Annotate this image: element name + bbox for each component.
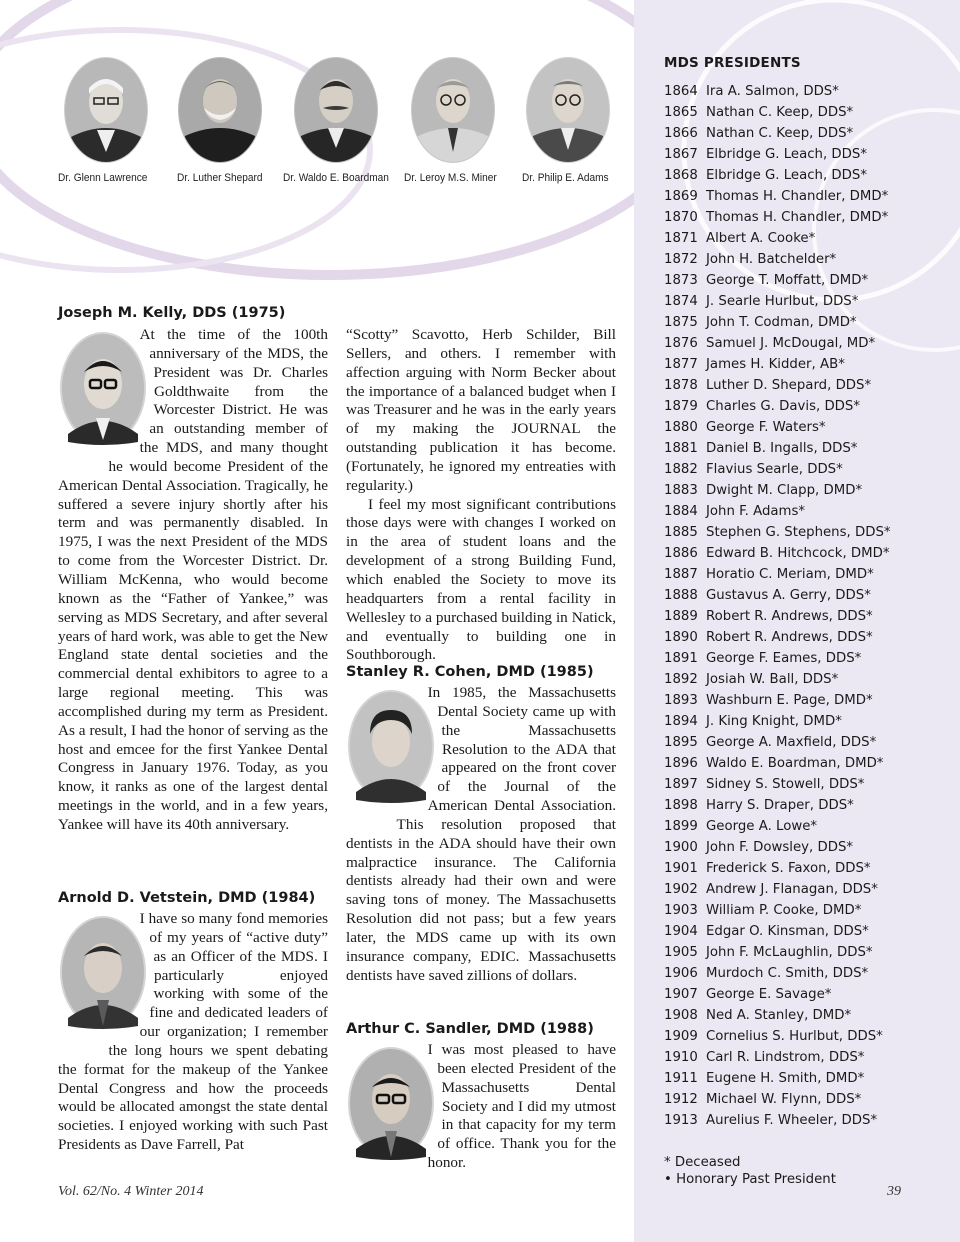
president-year: 1892 [664,672,698,687]
president-year: 1879 [664,399,698,414]
president-year: 1880 [664,420,698,435]
portrait-stanley-cohen [346,684,436,816]
president-year: 1872 [664,252,698,267]
photo-caption: Dr. Luther Shepard [177,172,263,184]
president-name: Ned A. Stanley, DMD* [706,1008,852,1023]
president-name: Dwight M. Clapp, DMD* [706,483,863,498]
president-year: 1867 [664,147,698,162]
portrait-philip-adams [525,56,611,164]
note-honorary: • Honorary Past President [664,1172,836,1187]
president-row [664,690,891,711]
president-year: 1884 [664,504,698,519]
president-year: 1913 [664,1113,698,1128]
president-row [664,1047,891,1068]
portrait-waldo-boardman [293,56,379,164]
president-year: 1894 [664,714,698,729]
president-name: Nathan C. Keep, DDS* [706,126,854,141]
president-name: Michael W. Flynn, DDS* [706,1092,862,1107]
president-row [664,1005,891,1026]
president-row [664,123,891,144]
president-row [664,102,891,123]
president-row [664,879,891,900]
president-row [664,732,891,753]
president-year: 1907 [664,987,698,1002]
president-year: 1890 [664,630,698,645]
president-row [664,375,891,396]
president-row [664,81,891,102]
president-year: 1899 [664,819,698,834]
president-name: Ira A. Salmon, DDS* [706,84,839,99]
photo-caption: Dr. Philip E. Adams [522,172,609,184]
president-row [664,963,891,984]
section-title-cohen: Stanley R. Cohen, DMD (1985) [346,664,594,680]
article-vetstein-text: I have so many fond memories of my years of “active duty” as an Officer of the MDS. I particularly enjoyed working with some of the fine and dedicated leaders of our organization; I remember the long hours we spent debating the format for the makeup of the Yankee Dental Congress and how the proceeds would be allocated amongst the state dental societies. I enjoyed working with such Past Presidents as Dave Farrell, Pat [58,910,328,1154]
president-name: Harry S. Draper, DDS* [706,798,854,813]
president-row [664,900,891,921]
president-row [664,291,891,312]
president-year: 1900 [664,840,698,855]
president-name: Edward B. Hitchcock, DMD* [706,546,890,561]
president-year: 1871 [664,231,698,246]
president-name: John H. Batchelder* [706,252,837,267]
president-name: Daniel B. Ingalls, DDS* [706,441,858,456]
portrait-arthur-sandler [346,1041,436,1173]
president-name: Thomas H. Chandler, DMD* [706,210,889,225]
president-year: 1910 [664,1050,698,1065]
president-name: William P. Cooke, DMD* [706,903,862,918]
president-row [664,921,891,942]
president-name: Andrew J. Flanagan, DDS* [706,882,878,897]
section-title-vetstein: Arnold D. Vetstein, DMD (1984) [58,890,316,906]
page-number: 39 [887,1184,901,1199]
portrait-leroy-miner [410,56,496,164]
president-row [664,396,891,417]
president-row [664,942,891,963]
president-row [664,270,891,291]
president-row [664,228,891,249]
president-name: Thomas H. Chandler, DMD* [706,189,889,204]
president-name: Robert R. Andrews, DDS* [706,630,873,645]
president-name: John F. Adams* [706,504,806,519]
president-name: John T. Codman, DMD* [706,315,857,330]
president-row [664,669,891,690]
president-name: Charles G. Davis, DDS* [706,399,861,414]
president-row [664,312,891,333]
president-name: Washburn E. Page, DMD* [706,693,873,708]
president-row [664,186,891,207]
article-vetstein-continued-text: “Scotty” Scavotto, Herb Schilder, Bill Sellers, and others. I remember with affection arguing with Norm Becker about the importance of a balanced budget when I was Treasurer and he was in the early years of my making the JOURNAL the outstanding publication it has become. (Fortunately, he ignored my entreaties with regularity.) [346,326,616,494]
president-name: John F. McLaughlin, DDS* [706,945,873,960]
president-row [664,648,891,669]
president-year: 1893 [664,693,698,708]
president-name: George E. Savage* [706,987,832,1002]
article-cohen [346,684,616,986]
president-row [664,501,891,522]
president-year: 1870 [664,210,698,225]
president-row [664,984,891,1005]
president-name: George A. Lowe* [706,819,818,834]
portrait-glenn-lawrence [63,56,149,164]
president-row [664,774,891,795]
president-year: 1902 [664,882,698,897]
portrait-joseph-kelly [58,326,148,458]
president-name: Waldo E. Boardman, DMD* [706,756,884,771]
president-row [664,795,891,816]
article-cohen-text: In 1985, the Massachusetts Dental Society came up with the Massachusetts Resolution to the ADA that appeared on the front cover of the Journal of the American Dental Association. This resolution proposed that dentists in the ADA should have their own malpractice insurance. The California dentists already had their own and were saving tons of money. The Massachusetts Resolution did not pass; but a few years later, the MDS came up with its own insurance company, EDIC. Massachusetts dentists have saved zillions of dollars. [346,684,616,984]
president-year: 1875 [664,315,698,330]
president-name: Albert A. Cooke* [706,231,816,246]
article-vetstein-continued [346,326,616,665]
president-row [664,543,891,564]
section-title-kelly: Joseph M. Kelly, DDS (1975) [58,305,286,321]
president-year: 1895 [664,735,698,750]
president-year: 1898 [664,798,698,813]
president-year: 1909 [664,1029,698,1044]
president-year: 1897 [664,777,698,792]
president-row [664,249,891,270]
president-name: Robert R. Andrews, DDS* [706,609,873,624]
president-year: 1882 [664,462,698,477]
president-year: 1864 [664,84,698,99]
president-name: Gustavus A. Gerry, DDS* [706,588,871,603]
president-name: John F. Dowsley, DDS* [706,840,854,855]
portrait-arnold-vetstein [58,910,148,1042]
section-title-sandler: Arthur C. Sandler, DMD (1988) [346,1021,594,1037]
president-row [664,858,891,879]
article-kelly-text: At the time of the 100th anniversary of the MDS, the President was Dr. Charles Goldthwaite from the Worcester District. He was an outstanding member of the MDS, and many thought he would become President of the American Dental Association. Tragically, he suffered a severe injury shortly after his term and was permanently disabled. In 1975, I was the next President of the MDS to come from the Worcester District. Dr. William McKenna, who would become known as the “Father of Yankee,” was serving as MDS Secretary, and after several years of hard work, was able to get the New England state dental societies and the commercial dental exhibitors to agree to a large regional meeting. This was accomplished during my term as President. As a result, I had the honor of serving as the host and emcee for the first Yankee Dental Congress in January 1976. Today, as you know, it ranks as one of the largest dental meetings in the world, and in a few years, Yankee will have its 40th anniversary. [58,326,328,833]
president-row [664,354,891,375]
president-year: 1912 [664,1092,698,1107]
photo-caption: Dr. Glenn Lawrence [58,172,148,184]
president-year: 1878 [664,378,698,393]
president-year: 1869 [664,189,698,204]
article-vetstein-continued-text-2: I feel my most significant contributions those days were with changes I worked on in the area of student loans and the development of a strong Building Fund, which enabled the Society to move its headquarters from a rental facility in Wellesley to a purchased building in Natick, and eventually to building one in Southborough. [346,495,616,664]
president-name: Carl R. Lindstrom, DDS* [706,1050,865,1065]
president-year: 1891 [664,651,698,666]
portrait-luther-shepard [177,56,263,164]
president-name: Eugene H. Smith, DMD* [706,1071,865,1086]
president-year: 1906 [664,966,698,981]
president-year: 1883 [664,483,698,498]
president-year: 1886 [664,546,698,561]
president-row [664,711,891,732]
president-row [664,1089,891,1110]
president-name: James H. Kidder, AB* [706,357,845,372]
president-row [664,564,891,585]
president-row [664,585,891,606]
president-row [664,816,891,837]
photo-caption: Dr. Waldo E. Boardman [283,172,389,184]
president-year: 1881 [664,441,698,456]
president-row [664,417,891,438]
article-sandler [346,1041,616,1173]
photo-caption: Dr. Leroy M.S. Miner [404,172,497,184]
presidents-notes [664,1154,836,1188]
president-row [664,333,891,354]
president-year: 1904 [664,924,698,939]
president-name: Luther D. Shepard, DDS* [706,378,872,393]
president-year: 1887 [664,567,698,582]
president-name: J. King Knight, DMD* [706,714,842,729]
president-year: 1865 [664,105,698,120]
president-name: Stephen G. Stephens, DDS* [706,525,891,540]
president-year: 1885 [664,525,698,540]
president-year: 1876 [664,336,698,351]
president-year: 1896 [664,756,698,771]
president-name: Nathan C. Keep, DDS* [706,105,854,120]
president-row [664,837,891,858]
president-year: 1905 [664,945,698,960]
president-year: 1873 [664,273,698,288]
president-name: Aurelius F. Wheeler, DDS* [706,1113,878,1128]
president-year: 1903 [664,903,698,918]
president-year: 1889 [664,609,698,624]
president-row [664,753,891,774]
president-name: George T. Moffatt, DMD* [706,273,869,288]
president-name: Edgar O. Kinsman, DDS* [706,924,869,939]
president-row [664,627,891,648]
president-row [664,1110,891,1131]
president-name: Elbridge G. Leach, DDS* [706,168,868,183]
president-row [664,1026,891,1047]
president-name: Cornelius S. Hurlbut, DDS* [706,1029,883,1044]
president-row [664,459,891,480]
president-year: 1901 [664,861,698,876]
president-row [664,207,891,228]
note-deceased: * Deceased [664,1155,741,1170]
presidents-list [664,81,891,1131]
president-row [664,144,891,165]
president-row [664,1068,891,1089]
president-year: 1888 [664,588,698,603]
footer-issue: Vol. 62/No. 4 Winter 2014 [58,1184,204,1199]
president-row [664,606,891,627]
president-name: Frederick S. Faxon, DDS* [706,861,871,876]
president-year: 1908 [664,1008,698,1023]
president-name: George A. Maxfield, DDS* [706,735,877,750]
president-year: 1874 [664,294,698,309]
president-row [664,165,891,186]
president-name: George F. Eames, DDS* [706,651,862,666]
presidents-title: MDS PRESIDENTS [664,55,801,71]
president-year: 1911 [664,1071,698,1086]
article-vetstein [58,910,328,1155]
article-kelly [58,326,328,835]
president-name: Samuel J. McDougal, MD* [706,336,876,351]
president-name: Flavius Searle, DDS* [706,462,843,477]
president-year: 1877 [664,357,698,372]
article-sandler-text: I was most pleased to have been elected President of the Massachusetts Dental Society and I did my utmost in that capacity for my term of office. Thank you for the honor. [427,1041,616,1172]
president-name: Sidney S. Stowell, DDS* [706,777,865,792]
president-name: George F. Waters* [706,420,826,435]
president-row [664,438,891,459]
president-year: 1868 [664,168,698,183]
president-name: Horatio C. Meriam, DMD* [706,567,874,582]
president-name: Elbridge G. Leach, DDS* [706,147,868,162]
president-name: J. Searle Hurlbut, DDS* [706,294,859,309]
president-row [664,480,891,501]
president-year: 1866 [664,126,698,141]
president-name: Murdoch C. Smith, DDS* [706,966,869,981]
president-row [664,522,891,543]
president-name: Josiah W. Ball, DDS* [706,672,839,687]
